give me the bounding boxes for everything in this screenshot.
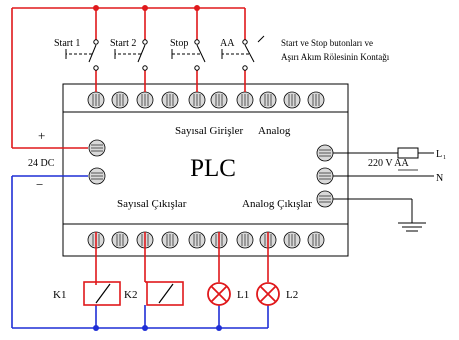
bottom-terminal-5 bbox=[189, 232, 205, 248]
output-loads bbox=[84, 282, 279, 305]
dc-voltage-label: 24 DC bbox=[28, 158, 55, 169]
bottom-terminal-9 bbox=[284, 232, 300, 248]
bottom-terminal-2 bbox=[112, 232, 128, 248]
l2-label: L2 bbox=[286, 289, 299, 301]
top-terminal-7 bbox=[237, 92, 253, 108]
k2-relay-coil bbox=[147, 282, 183, 305]
l1-label: L1 bbox=[237, 289, 250, 301]
terminal-analog-out bbox=[317, 191, 333, 207]
aa-label: AA bbox=[220, 38, 235, 49]
bottom-terminal-7 bbox=[237, 232, 253, 248]
plc-title: PLC bbox=[190, 155, 236, 182]
terminal-n bbox=[317, 168, 333, 184]
k2-label: K2 bbox=[124, 289, 138, 301]
top-terminal-strip bbox=[63, 84, 348, 116]
top-terminal-6 bbox=[211, 92, 227, 108]
terminal-l1 bbox=[317, 145, 333, 161]
top-terminal-1 bbox=[88, 92, 104, 108]
k1-relay-coil bbox=[84, 282, 120, 305]
stop-label: Stop bbox=[170, 38, 189, 49]
bottom-terminal-strip bbox=[63, 224, 348, 256]
bottom-terminal-4 bbox=[162, 232, 178, 248]
k1-label: K1 bbox=[53, 289, 67, 301]
terminal-minus-24v bbox=[89, 168, 105, 184]
terminal-plus-24v bbox=[89, 140, 105, 156]
note-line-1: Start ve Stop butonları ve bbox=[281, 38, 373, 48]
digital-outputs-label: Sayısal Çıkışlar bbox=[117, 198, 187, 210]
top-terminal-9 bbox=[284, 92, 300, 108]
analog-label: Analog bbox=[258, 125, 291, 137]
top-terminal-4 bbox=[162, 92, 178, 108]
neutral-label: N bbox=[436, 173, 444, 184]
top-terminal-3 bbox=[137, 92, 153, 108]
bottom-terminal-10 bbox=[308, 232, 324, 248]
minus-label: − bbox=[36, 177, 44, 192]
plus-label: + bbox=[38, 128, 46, 143]
analog-outputs-label: Analog Çıkışlar bbox=[242, 198, 312, 210]
top-terminal-10 bbox=[308, 92, 324, 108]
note-line-2: Aşırı Akım Rölesinin Kontağı bbox=[281, 52, 390, 62]
top-terminal-5 bbox=[189, 92, 205, 108]
ac-voltage-label: 220 V AA bbox=[368, 158, 409, 169]
l2-lamp bbox=[257, 283, 279, 305]
l1-lamp bbox=[208, 283, 230, 305]
start1-label: Start 1 bbox=[54, 38, 81, 49]
top-terminal-2 bbox=[112, 92, 128, 108]
digital-inputs-label: Sayısal Girişler bbox=[175, 125, 244, 137]
start2-label: Start 2 bbox=[110, 38, 137, 49]
l1-phase-subscript: 1 bbox=[443, 155, 446, 161]
l1-phase-label: L bbox=[436, 149, 443, 160]
top-terminal-8 bbox=[260, 92, 276, 108]
